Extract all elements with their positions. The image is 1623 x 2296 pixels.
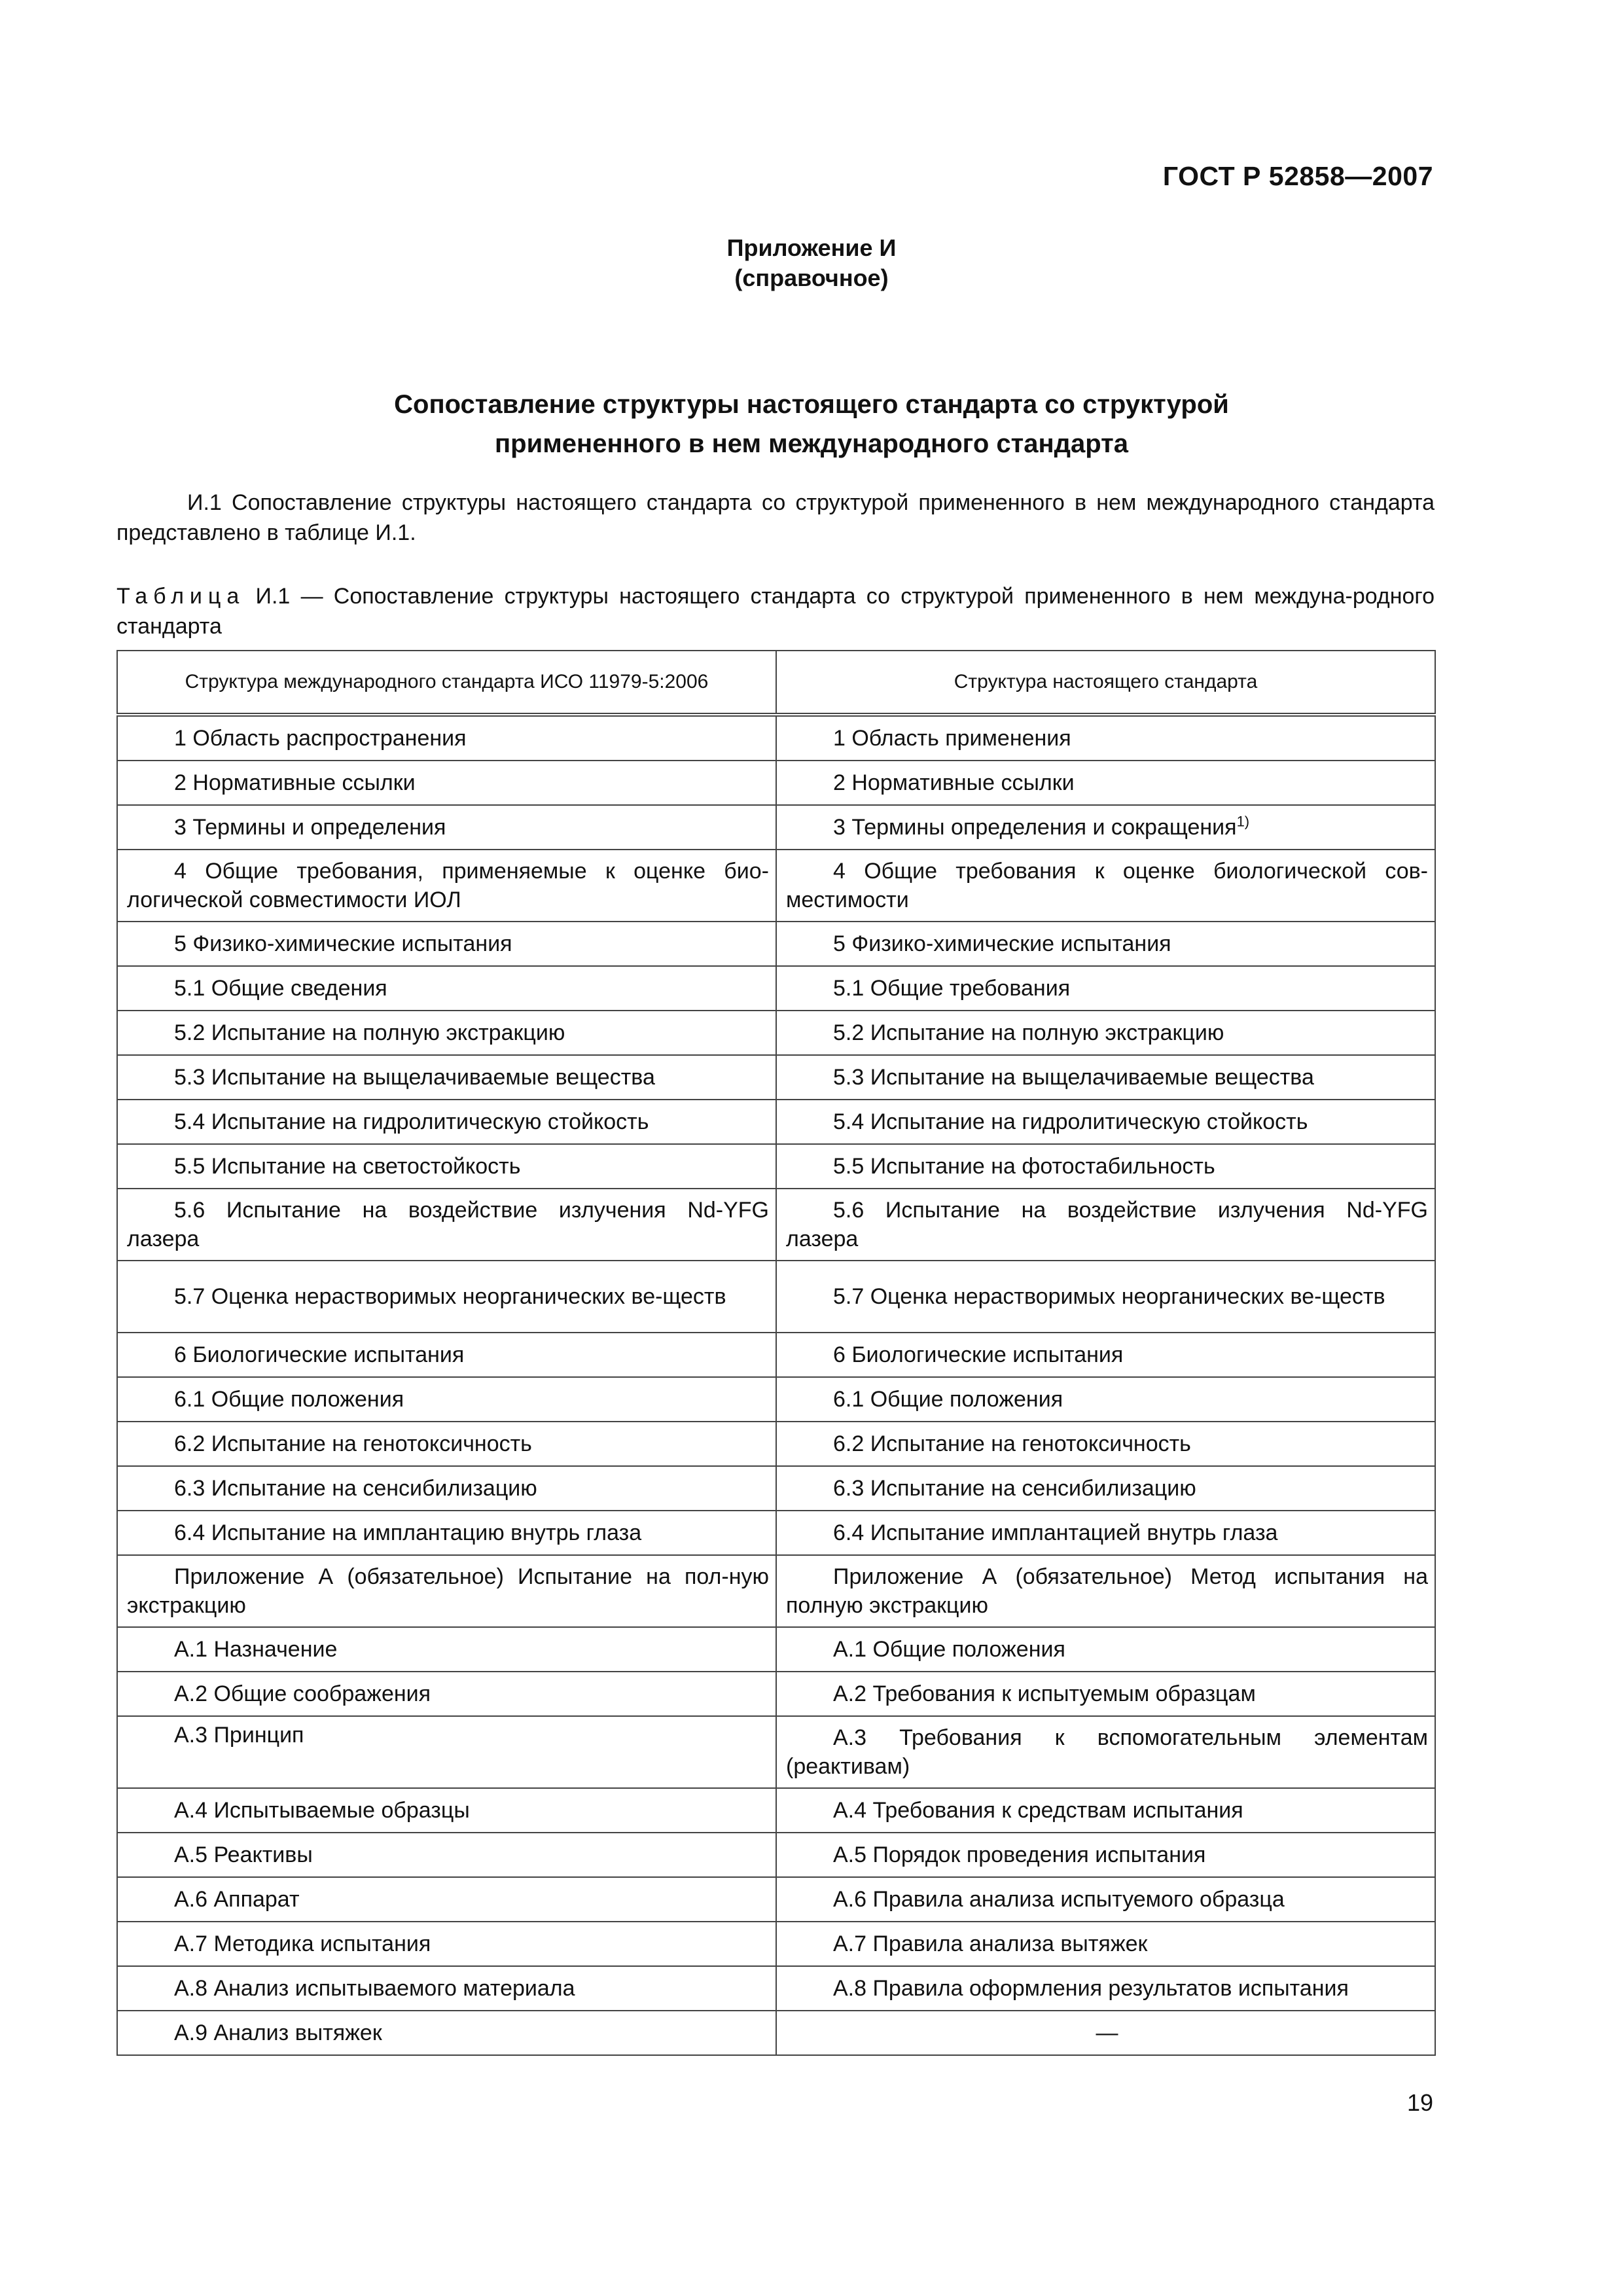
- table-row: [117, 1877, 1435, 1922]
- annex-type: (справочное): [734, 264, 889, 291]
- table-caption: [116, 581, 1435, 641]
- table-row: [117, 1333, 1435, 1377]
- table-row: [117, 966, 1435, 1011]
- cell-international: 6.4 Испытание на имплантацию внутрь глаза: [117, 1511, 776, 1555]
- cell-national: А.2 Требования к испытуемым образцам: [776, 1672, 1435, 1716]
- table-row: [117, 1189, 1435, 1261]
- cell-international: 5.7 Оценка нерастворимых неорганических ве-ществ: [117, 1261, 776, 1333]
- intro-paragraph: И.1 Сопоставление структуры настоящего стандарта со структурой примененного в нем международного стандарта представлено в таблице И.1.: [116, 490, 1435, 545]
- cell-international: 5.2 Испытание на полную экстракцию: [117, 1011, 776, 1055]
- annex-name: Приложение И: [726, 234, 897, 261]
- cell-national: 6.2 Испытание на генотоксичность: [776, 1422, 1435, 1466]
- cell-international: 3 Термины и определения: [117, 805, 776, 850]
- cell-international: 5.1 Общие сведения: [117, 966, 776, 1011]
- cell-national: А.5 Порядок проведения испытания: [776, 1833, 1435, 1877]
- cell-national: А.1 Общие положения: [776, 1627, 1435, 1672]
- cell-national: 5.1 Общие требования: [776, 966, 1435, 1011]
- table-row: [117, 1011, 1435, 1055]
- table-row: [117, 850, 1435, 922]
- cell-national: 5.5 Испытание на фотостабильность: [776, 1144, 1435, 1189]
- cell-national: А.3 Требования к вспомогательным элементам (реактивам): [776, 1716, 1435, 1788]
- cell-national: 4 Общие требования к оценке биологической сов-местимости: [776, 850, 1435, 922]
- cell-national: 6 Биологические испытания: [776, 1333, 1435, 1377]
- cell-international: 6.1 Общие положения: [117, 1377, 776, 1422]
- cell-national-text: 3 Термины определения и сокращения: [833, 815, 1237, 840]
- cell-international: 6.2 Испытание на генотоксичность: [117, 1422, 776, 1466]
- table-row: [117, 1966, 1435, 2011]
- table-row: [117, 1833, 1435, 1877]
- cell-international: 4 Общие требования, применяемые к оценке био-логической совместимости ИОЛ: [117, 850, 776, 922]
- cell-national: 5.6 Испытание на воздействие излучения Nd-YFG лазера: [776, 1189, 1435, 1261]
- cell-international: 5.3 Испытание на выщелачиваемые вещества: [117, 1055, 776, 1100]
- cell-international: 6 Биологические испытания: [117, 1333, 776, 1377]
- table-row: [117, 1422, 1435, 1466]
- comparison-table: [116, 650, 1436, 2056]
- table-row: [117, 1055, 1435, 1100]
- table-row: [117, 922, 1435, 966]
- cell-international: А.8 Анализ испытываемого материала: [117, 1966, 776, 2011]
- title-line-2: примененного в нем международного стандарта: [495, 429, 1128, 458]
- cell-international: 2 Нормативные ссылки: [117, 761, 776, 805]
- cell-national: 1 Область применения: [776, 715, 1435, 761]
- cell-national: 6.4 Испытание имплантацией внутрь глаза: [776, 1511, 1435, 1555]
- cell-national: 5.2 Испытание на полную экстракцию: [776, 1011, 1435, 1055]
- cell-international: 5.6 Испытание на воздействие излучения Nd-YFG лазера: [117, 1189, 776, 1261]
- table-row: [117, 1555, 1435, 1627]
- cell-national: 5.4 Испытание на гидролитическую стойкость: [776, 1100, 1435, 1144]
- cell-national: Приложение А (обязательное) Метод испытания на полную экстракцию: [776, 1555, 1435, 1627]
- cell-national: 5.3 Испытание на выщелачиваемые вещества: [776, 1055, 1435, 1100]
- header-national: Структура настоящего стандарта: [776, 651, 1435, 715]
- cell-national: 6.3 Испытание на сенсибилизацию: [776, 1466, 1435, 1511]
- table-row: [117, 761, 1435, 805]
- cell-international: А.1 Назначение: [117, 1627, 776, 1672]
- table-header-row: [117, 651, 1435, 715]
- cell-national: 2 Нормативные ссылки: [776, 761, 1435, 805]
- page-number: 19: [1406, 2089, 1433, 2116]
- table-row: [117, 2011, 1435, 2055]
- cell-international: А.6 Аппарат: [117, 1877, 776, 1922]
- table-row: [117, 1788, 1435, 1833]
- document-id: ГОСТ Р 52858—2007: [1162, 161, 1433, 191]
- header-international: Структура международного стандарта ИСО 11979-5:2006: [117, 651, 776, 715]
- cell-international: А.2 Общие соображения: [117, 1672, 776, 1716]
- cell-international: Приложение А (обязательное) Испытание на пол-ную экстракцию: [117, 1555, 776, 1627]
- table-row: [117, 1672, 1435, 1716]
- cell-international: 5.5 Испытание на светостойкость: [117, 1144, 776, 1189]
- table-caption-text: И.1 — Сопоставление структуры настоящего стандарта со структурой примененного в нем междуна-родного стандарта: [116, 584, 1435, 639]
- footnote-mark: 1): [1236, 813, 1250, 830]
- cell-national: 5 Физико-химические испытания: [776, 922, 1435, 966]
- cell-international: 5.4 Испытание на гидролитическую стойкость: [117, 1100, 776, 1144]
- cell-international: А.7 Методика испытания: [117, 1922, 776, 1966]
- cell-international: А.3 Принцип: [117, 1716, 776, 1788]
- table-row: [117, 1144, 1435, 1189]
- table-row: [117, 1627, 1435, 1672]
- table-row: [117, 1100, 1435, 1144]
- table-row: [117, 805, 1435, 850]
- cell-national: [776, 805, 1435, 850]
- table-caption-prefix: Таблица: [116, 584, 245, 609]
- table-row: [117, 1377, 1435, 1422]
- title-line-1: Сопоставление структуры настоящего стандарта со структурой: [394, 390, 1229, 419]
- cell-national: 5.7 Оценка нерастворимых неорганических ве-ществ: [776, 1261, 1435, 1333]
- cell-international: 5 Физико-химические испытания: [117, 922, 776, 966]
- cell-international: А.4 Испытываемые образцы: [117, 1788, 776, 1833]
- cell-international: 6.3 Испытание на сенсибилизацию: [117, 1466, 776, 1511]
- cell-national: А.8 Правила оформления результатов испытания: [776, 1966, 1435, 2011]
- table-row: [117, 1922, 1435, 1966]
- table-row: [117, 1261, 1435, 1333]
- cell-national-empty: —: [776, 2011, 1435, 2055]
- table-row: [117, 1716, 1435, 1788]
- table-row: [117, 1511, 1435, 1555]
- cell-national: А.7 Правила анализа вытяжек: [776, 1922, 1435, 1966]
- annex-heading: [0, 233, 1623, 293]
- cell-national: 6.1 Общие положения: [776, 1377, 1435, 1422]
- table-row: [117, 1466, 1435, 1511]
- cell-international: А.9 Анализ вытяжек: [117, 2011, 776, 2055]
- cell-international: 1 Область распространения: [117, 715, 776, 761]
- cell-international: А.5 Реактивы: [117, 1833, 776, 1877]
- table-row: [117, 715, 1435, 761]
- cell-national: А.4 Требования к средствам испытания: [776, 1788, 1435, 1833]
- page-title: [0, 385, 1623, 463]
- cell-national: А.6 Правила анализа испытуемого образца: [776, 1877, 1435, 1922]
